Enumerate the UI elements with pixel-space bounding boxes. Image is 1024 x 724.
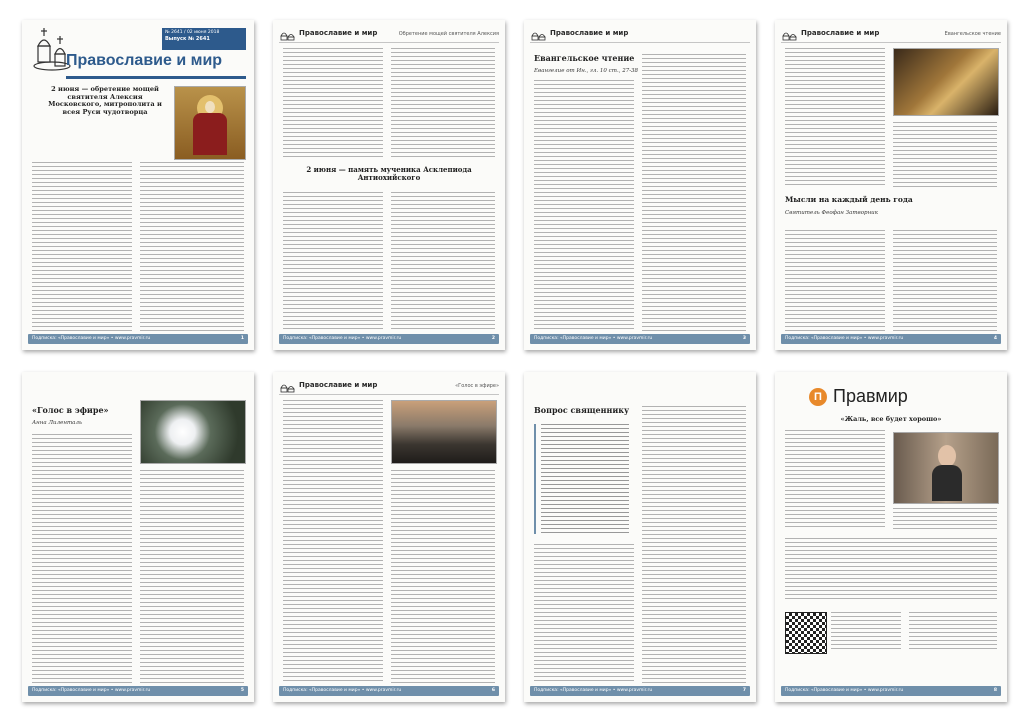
page-header: Православие и мир Евангельское чтение (781, 28, 1001, 43)
article-text-column-3 (785, 230, 885, 332)
article-author: Анна Лиленталь (32, 420, 82, 426)
article-text-column-2 (893, 122, 997, 188)
page-1-cover[interactable] (22, 20, 254, 350)
article-text-column-2 (893, 508, 997, 530)
article-title: «Голос в эфире» (32, 405, 109, 415)
article-text-column-2 (140, 162, 244, 332)
page-footer: Подписка: «Православие и мир» • www.pravmir.ru 7 (530, 686, 750, 696)
woman-portrait-photo (893, 432, 999, 504)
article-text-column-1 (534, 544, 634, 684)
article-text-column-1 (32, 434, 132, 684)
article-title: Вопрос священнику (534, 405, 630, 415)
page-footer: Подписка: «Православие и мир» • www.pravmir.ru 1 (28, 334, 248, 344)
masthead-rule (66, 76, 246, 79)
article-text-column-2 (642, 54, 746, 332)
sunset-river-photo (391, 400, 497, 464)
page-4[interactable] (775, 20, 1007, 350)
article-text-column-3 (283, 192, 383, 332)
article-title: Мысли на каждый день года (785, 195, 913, 204)
page-header: Православие и мир Обретение мощей святителя Алексия (279, 28, 499, 43)
imprint-text-right (909, 612, 997, 652)
article-text-column-2 (140, 470, 244, 684)
article-title: 2 июня — память мученика Асклепиода Антиохийского (306, 165, 472, 183)
qr-code[interactable] (785, 612, 827, 654)
article-text-column-4 (391, 192, 495, 332)
page-6[interactable] (273, 372, 505, 702)
saint-alexis-icon-image (174, 86, 246, 160)
page-2[interactable] (273, 20, 505, 350)
page-footer: Подписка: «Православие и мир» • www.pravmir.ru 2 (279, 334, 499, 344)
article-subtitle: Святитель Феофан Затворник (785, 210, 879, 216)
article-text-column-2 (642, 406, 746, 684)
page-5[interactable] (22, 372, 254, 702)
page-footer: Подписка: «Православие и мир» • www.pravmir.ru 6 (279, 686, 499, 696)
article-title: Евангельское чтение (534, 53, 635, 63)
page-3[interactable] (524, 20, 756, 350)
article-text-column-2 (391, 48, 495, 158)
church-logo-icon (781, 28, 797, 41)
question-block (534, 424, 631, 534)
article-text-column-1 (534, 80, 634, 332)
page-footer: Подписка: «Православие и мир» • www.pravmir.ru 8 (781, 686, 1001, 696)
page-footer: Подписка: «Православие и мир» • www.pravmir.ru 4 (781, 334, 1001, 344)
pravmir-logo-icon: П (809, 388, 827, 406)
page-7[interactable] (524, 372, 756, 702)
article-subtitle: Евангелие от Ин., гл. 10 ст., 27-38 (534, 68, 639, 74)
article-text-column-1 (283, 48, 383, 158)
liturgy-photo (893, 48, 999, 116)
cover-article-title: 2 июня — обретение мощей святителя Алексия Московского, митрополита и всея Руси чудотворца (48, 85, 162, 116)
flowers-photo (140, 400, 246, 464)
article-title: «Жаль, все будет хорошо» (840, 415, 942, 423)
pravmir-brand-title: Правмир (833, 386, 908, 406)
church-logo-icon (530, 28, 546, 41)
article-text-column-1 (32, 162, 132, 332)
church-logo-icon (279, 380, 295, 393)
masthead-title: Православие и мир (66, 52, 223, 69)
article-text-full-width (785, 538, 997, 600)
page-footer: Подписка: «Православие и мир» • www.pravmir.ru 5 (28, 686, 248, 696)
page-header: Православие и мир (530, 28, 750, 43)
article-text-column-2 (391, 470, 495, 684)
article-text-column-1 (785, 48, 885, 188)
page-header: Православие и мир «Голос в эфире» (279, 380, 499, 395)
church-logo-icon (279, 28, 295, 41)
page-8[interactable] (775, 372, 1007, 702)
issue-info-box: № 2641 / 02 июня 2018 Выпуск № 2641 (162, 28, 246, 50)
article-text-column-1 (283, 400, 383, 684)
article-text-column-4 (893, 230, 997, 332)
article-text-column-1 (785, 430, 885, 530)
imprint-text (831, 612, 901, 652)
page-footer: Подписка: «Православие и мир» • www.pravmir.ru 3 (530, 334, 750, 344)
